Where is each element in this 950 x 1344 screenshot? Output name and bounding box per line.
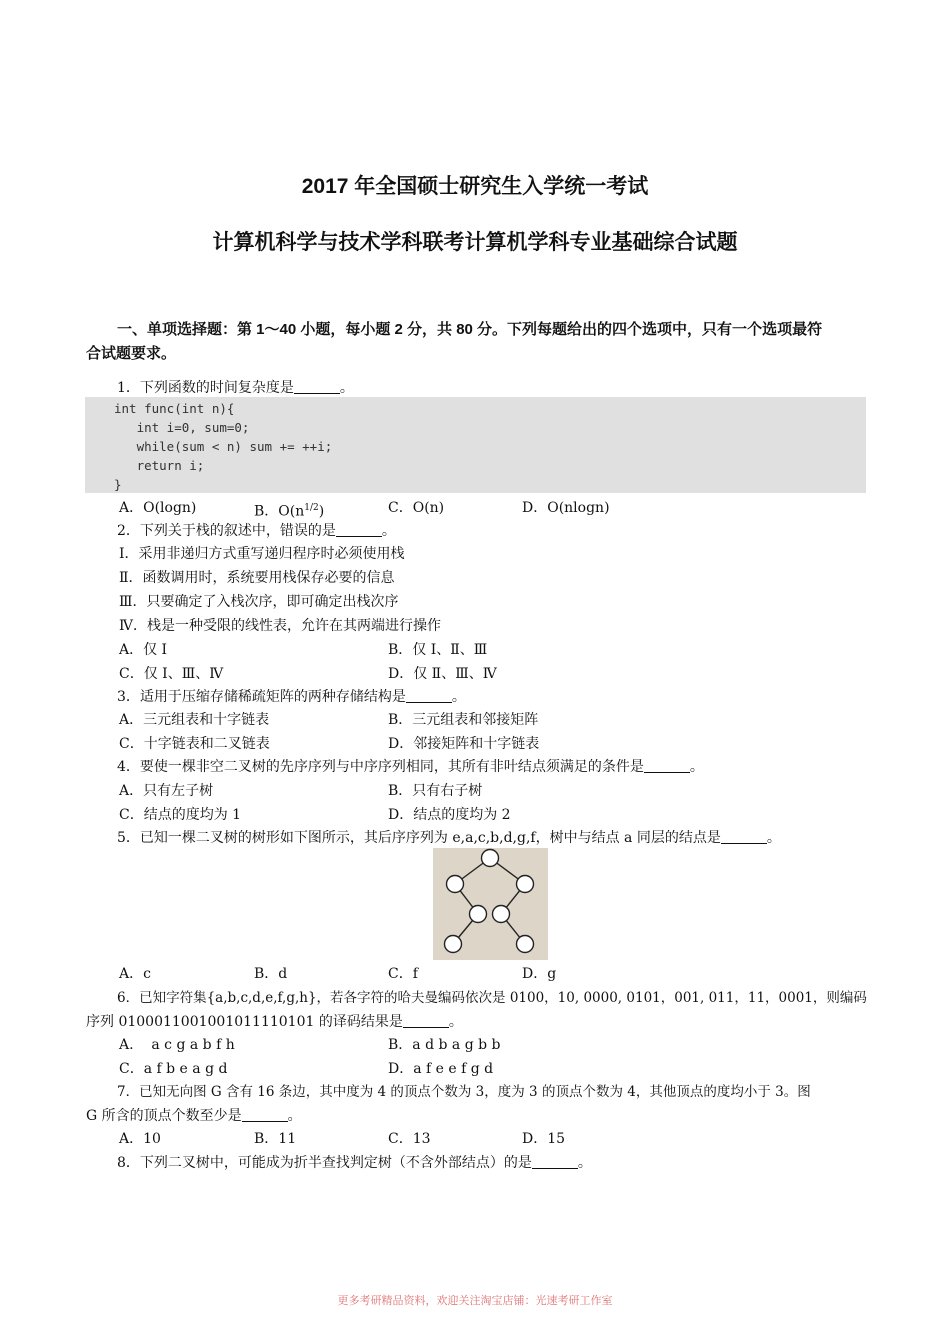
option-c: C．十字链表和二叉链表 <box>119 736 270 752</box>
option-b: B．11 <box>254 1131 297 1147</box>
answer-blank <box>403 1013 449 1028</box>
footer-note: 更多考研精品资料，欢迎关注淘宝店铺：光速考研工作室 <box>337 1294 613 1307</box>
option-c: C．仅 Ⅰ、Ⅲ、Ⅳ <box>119 666 224 682</box>
option-d: D．a f e e f g d <box>388 1061 494 1077</box>
answer-blank <box>532 1154 578 1169</box>
answer-blank <box>294 379 340 394</box>
statement-2: Ⅱ．函数调用时，系统要用栈保存必要的信息 <box>119 570 395 586</box>
code-line: return i; <box>114 458 205 473</box>
code-line: int func(int n){ <box>114 401 235 416</box>
exam-subtitle: 计算机科学与技术学科联考计算机学科专业基础综合试题 <box>212 231 738 254</box>
option-a: A．O(logn) <box>119 500 197 516</box>
option-b: B．仅 Ⅰ、Ⅱ、Ⅲ <box>388 642 488 658</box>
statement-4: Ⅳ．栈是一种受限的线性表，允许在其两端进行操作 <box>119 618 441 634</box>
option-a: A．10 <box>119 1131 161 1147</box>
option-b: B．$O(n^{1/2})$ <box>254 503 325 520</box>
exam-title: 2017 年全国硕士研究生入学统一考试 <box>301 175 649 198</box>
tree-node <box>482 850 499 867</box>
answer-blank <box>242 1107 288 1122</box>
option-d: D．15 <box>522 1131 566 1147</box>
option-a: A．只有左子树 <box>119 783 214 799</box>
tree-node <box>517 876 534 893</box>
option-d: D．g <box>522 966 557 982</box>
answer-blank <box>721 829 767 844</box>
binary-tree-diagram <box>433 848 548 960</box>
question-2-stem: 2．下列关于栈的叙述中，错误的是 。 <box>117 523 396 539</box>
answer-blank <box>644 758 690 773</box>
code-block <box>85 397 866 493</box>
option-d: D．O(nlogn) <box>522 500 610 516</box>
section-heading: 一、单项选择题：第 1～40 小题，每小题 2 分，共 80 分。下列每题给出的四个选项中，只有一个选项最符 <box>117 321 823 338</box>
option-d: D．结点的度均为 2 <box>388 807 511 823</box>
code-line: } <box>114 477 122 492</box>
question-6-stem-cont: 序列 0100011001001011110101 的译码结果是 。 <box>86 1014 463 1030</box>
option-d: D．仅 Ⅱ、Ⅲ、Ⅳ <box>388 666 497 682</box>
tree-node <box>493 906 510 923</box>
option-c: C．O(n) <box>388 500 445 516</box>
option-a: A．仅 Ⅰ <box>119 642 168 658</box>
option-b: B．d <box>254 966 288 982</box>
question-6-stem: 6．已知字符集{a,b,c,d,e,f,g,h}，若各字符的哈夫曼编码依次是 0100，10, 0000, 0101，001, 011，11，0001，则编码 <box>117 990 867 1006</box>
option-b: B．三元组表和邻接矩阵 <box>388 712 539 728</box>
option-d: D．邻接矩阵和十字链表 <box>388 736 540 752</box>
option-c: C．f <box>388 966 418 982</box>
question-7-stem: 7．已知无向图 G 含有 16 条边，其中度为 4 的顶点个数为 3，度为 3 的顶点个数为 4，其他顶点的度均小于 3。图 <box>117 1084 811 1100</box>
statement-1: Ⅰ．采用非递归方式重写递归程序时必须使用栈 <box>119 546 405 562</box>
tree-node <box>445 936 462 953</box>
question-8-stem: 8．下列二叉树中，可能成为折半查找判定树（不含外部结点）的是 。 <box>117 1155 592 1171</box>
option-c: C．结点的度均为 1 <box>119 807 242 823</box>
option-a: A．c <box>119 966 151 982</box>
question-1-stem: 1．下列函数的时间复杂度是 。 <box>117 380 354 396</box>
statement-3: Ⅲ．只要确定了入栈次序，即可确定出栈次序 <box>119 594 399 610</box>
option-a: A. a c g a b f h <box>119 1037 235 1053</box>
question-7-stem-cont: G 所含的顶点个数至少是 。 <box>86 1108 302 1124</box>
tree-node <box>517 936 534 953</box>
code-line: int i=0, sum=0; <box>114 420 250 435</box>
option-b: B．只有右子树 <box>388 783 483 799</box>
section-heading-cont: 合试题要求。 <box>86 345 177 362</box>
option-b: B．a d b a g b b <box>388 1037 501 1053</box>
code-line: while(sum < n) sum += ++i; <box>114 439 333 454</box>
question-5-stem: 5．已知一棵二叉树的树形如下图所示，其后序序列为 e,a,c,b,d,g,f，树中与结点 a 同层的结点是 。 <box>117 830 781 846</box>
binary-tree-figure <box>433 848 548 960</box>
tree-node <box>470 906 487 923</box>
answer-blank <box>336 522 382 537</box>
question-4-stem: 4．要使一棵非空二叉树的先序序列与中序序列相同，其所有非叶结点须满足的条件是 。 <box>117 759 704 775</box>
option-c: C．13 <box>388 1131 431 1147</box>
tree-node <box>447 876 464 893</box>
option-a: A．三元组表和十字链表 <box>119 712 270 728</box>
option-c: C．a f b e a g d <box>119 1061 228 1077</box>
question-3-stem: 3．适用于压缩存储稀疏矩阵的两种存储结构是 。 <box>117 689 466 705</box>
answer-blank <box>406 688 452 703</box>
